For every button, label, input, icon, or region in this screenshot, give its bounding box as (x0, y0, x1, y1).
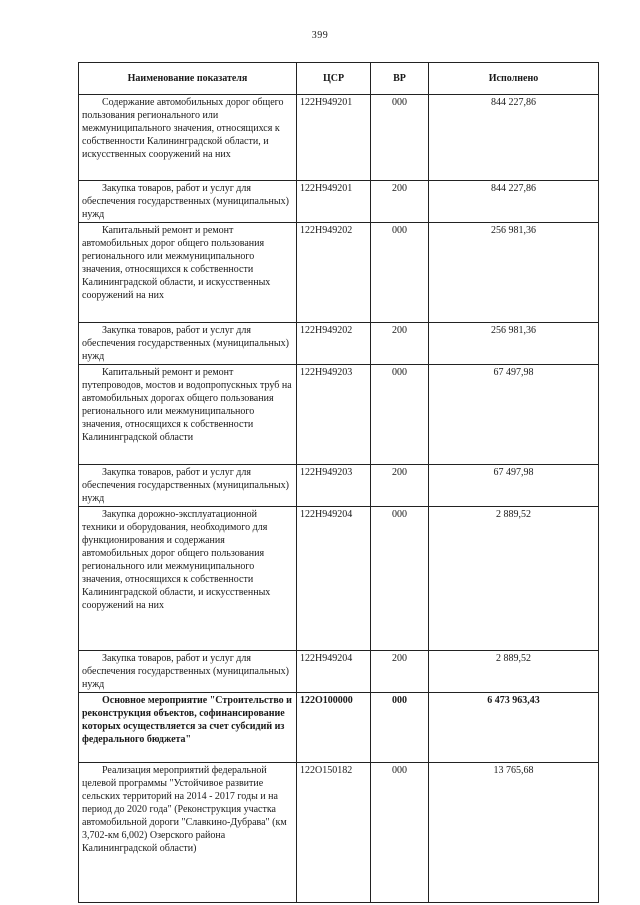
row-csr: 122O100000 (297, 693, 371, 763)
row-amount: 844 227,86 (429, 95, 599, 181)
row-vr: 000 (371, 763, 429, 903)
row-name: Закупка товаров, работ и услуг для обеспечения государственных (муниципальных) нужд (79, 181, 297, 223)
table-row (79, 365, 599, 465)
table-row (79, 507, 599, 651)
row-amount: 2 889,52 (429, 507, 599, 651)
table-row (79, 693, 599, 763)
table-row (79, 323, 599, 365)
row-vr: 200 (371, 181, 429, 223)
row-csr: 122H949204 (297, 651, 371, 693)
page-number: 399 (311, 30, 329, 41)
table-row (79, 651, 599, 693)
row-amount: 67 497,98 (429, 365, 599, 465)
table-row (79, 465, 599, 507)
table-row (79, 223, 599, 323)
row-amount: 844 227,86 (429, 181, 599, 223)
table-header-row (79, 63, 599, 95)
row-amount: 13 765,68 (429, 763, 599, 903)
row-name: Реализация мероприятий федеральной целевой программы "Устойчивое развитие сельских территорий на 2014 - 2017 годы и на период до 2020 года" (Реконструкция участка автомобильной дороги "Славкино-Дубрава" (км 3,702-км 6,002) Озерского района Калининградской области) (79, 763, 297, 903)
row-vr: 200 (371, 651, 429, 693)
row-csr: 122H949203 (297, 365, 371, 465)
table-row (79, 181, 599, 223)
row-name: Закупка товаров, работ и услуг для обеспечения государственных (муниципальных) нужд (79, 651, 297, 693)
row-name: Основное мероприятие "Строительство и реконструкция объектов, софинансирование которых осуществляется за счет субсидий из федерального бюджета" (79, 693, 297, 763)
row-name: Закупка товаров, работ и услуг для обеспечения государственных (муниципальных) нужд (79, 465, 297, 507)
row-vr: 000 (371, 693, 429, 763)
header-name: Наименование показателя (79, 63, 297, 95)
row-name: Содержание автомобильных дорог общего пользования регионального или межмуниципального значения, относящихся к собственности Калининградской области, и искусственных сооружений на них (79, 95, 297, 181)
row-csr: 122H949204 (297, 507, 371, 651)
row-amount: 67 497,98 (429, 465, 599, 507)
row-vr: 000 (371, 95, 429, 181)
row-vr: 200 (371, 465, 429, 507)
row-name: Капитальный ремонт и ремонт путепроводов, мостов и водопропускных труб на автомобильных дорогах общего пользования регионального или межмуниципального значения, относящихся к собственности Калининградской области (79, 365, 297, 465)
row-amount: 256 981,36 (429, 323, 599, 365)
header-csr: ЦСР (297, 63, 371, 95)
row-csr: 122H949201 (297, 95, 371, 181)
row-amount: 6 473 963,43 (429, 693, 599, 763)
row-amount: 2 889,52 (429, 651, 599, 693)
header-vr: ВР (371, 63, 429, 95)
row-csr: 122H949202 (297, 323, 371, 365)
table-row (79, 95, 599, 181)
row-amount: 256 981,36 (429, 223, 599, 323)
table-row (79, 763, 599, 903)
row-csr: 122O150182 (297, 763, 371, 903)
row-name: Капитальный ремонт и ремонт автомобильных дорог общего пользования регионального или межмуниципального значения, относящихся к собственности Калининградской области, и искусственных сооружений на них (79, 223, 297, 323)
header-amount: Исполнено (429, 63, 599, 95)
row-vr: 000 (371, 223, 429, 323)
row-name: Закупка дорожно-эксплуатационной техники и оборудования, необходимого для функционирования и содержания автомобильных дорог общего пользования регионального или межмуниципального значения, относящихся к собственности Калининградской области, и искусственных сооружений на них (79, 507, 297, 651)
row-csr: 122H949201 (297, 181, 371, 223)
row-vr: 200 (371, 323, 429, 365)
budget-table (78, 62, 599, 903)
row-vr: 000 (371, 507, 429, 651)
row-csr: 122H949202 (297, 223, 371, 323)
row-vr: 000 (371, 365, 429, 465)
row-csr: 122H949203 (297, 465, 371, 507)
row-name: Закупка товаров, работ и услуг для обеспечения государственных (муниципальных) нужд (79, 323, 297, 365)
